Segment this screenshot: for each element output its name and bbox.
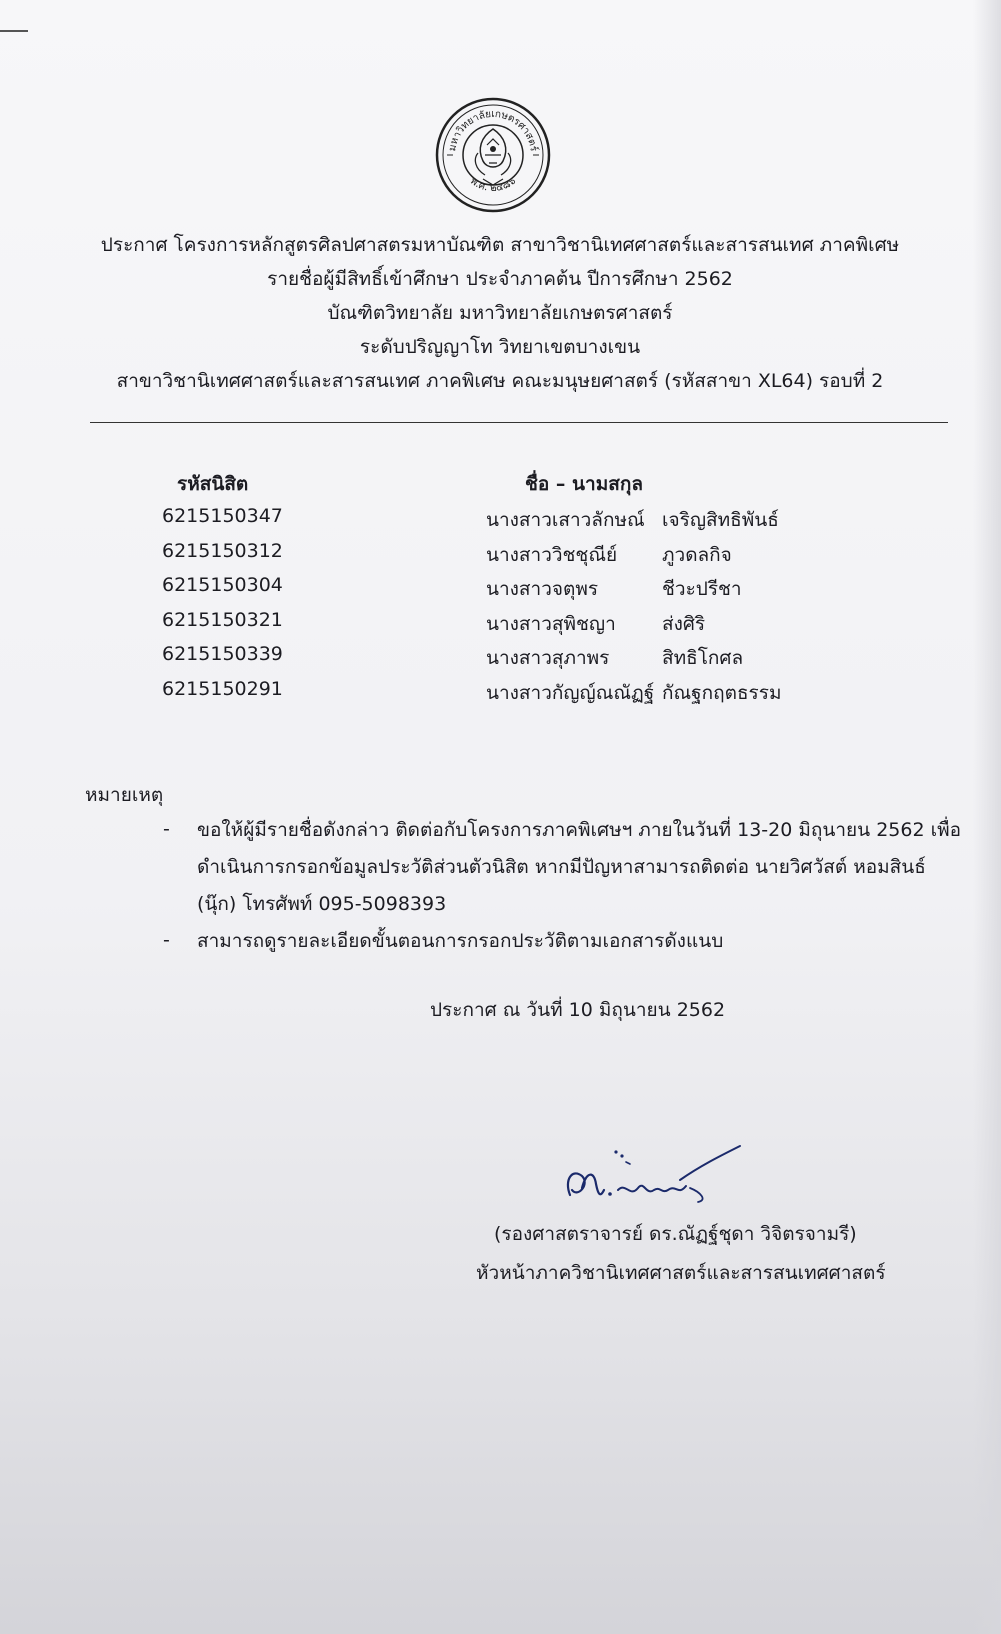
signatory-name: (รองศาสตราจารย์ ดร.ณัฏฐ์ชุดา วิจิตรจามรี) <box>494 1223 857 1245</box>
student-id: 6215150291 <box>162 678 283 700</box>
heading-line: ระดับปริญญาโท วิทยาเขตบางเขน <box>359 336 641 358</box>
announcement-heading <box>60 228 940 398</box>
remarks-label: หมายเหตุ <box>85 784 164 806</box>
student-first-name: นางสาวกัญญ์ณณัฏฐ์ <box>486 682 655 704</box>
student-first-name: นางสาววิชชุณีย์ <box>486 544 618 566</box>
remark-line: (นุ๊ก) โทรศัพท์ 095-5098393 <box>197 893 447 915</box>
student-first-name: นางสาวจตุพร <box>486 578 599 600</box>
remark-line: ขอให้ผู้มีรายชื่อดังกล่าว ติดต่อกับโครงการภาคพิเศษฯ ภายในวันที่ 13-20 มิถุนายน 2562 เพื่อ <box>197 819 962 841</box>
heading-line: ประกาศ โครงการหลักสูตรศิลปศาสตรมหาบัณฑิต สาขาวิชานิเทศศาสตร์และสารสนเทศ ภาคพิเศษ <box>100 234 900 256</box>
student-id-header: รหัสนิสิต <box>177 473 249 495</box>
signatory-position: หัวหน้าภาควิชานิเทศศาสตร์และสารสนเทศศาสตร์ <box>476 1262 886 1284</box>
remark-line: ดำเนินการกรอกข้อมูลประวัติส่วนตัวนิสิต หากมีปัญหาสามารถติดต่อ นายวิศวัสต์ หอมสินธ์ <box>197 856 926 878</box>
student-id: 6215150339 <box>162 643 283 665</box>
student-id: 6215150347 <box>162 505 283 527</box>
student-last-name: เจริญสิทธิพันธ์ <box>662 509 779 531</box>
student-last-name: ชีวะปรีชา <box>662 578 742 600</box>
student-id: 6215150321 <box>162 609 283 631</box>
divider-line <box>90 422 948 423</box>
university-seal <box>433 95 553 215</box>
remark-bullet: - <box>163 818 170 840</box>
student-first-name: นางสาวเสาวลักษณ์ <box>486 509 645 531</box>
student-last-name: กัณฐกฤตธรรม <box>662 682 782 704</box>
student-last-name: ส่งศิริ <box>662 613 706 635</box>
student-id: 6215150304 <box>162 574 283 596</box>
student-last-name: ภูวดลกิจ <box>662 544 732 566</box>
handwritten-signature <box>560 1140 760 1210</box>
student-id: 6215150312 <box>162 540 283 562</box>
student-first-name: นางสาวสุพิชญา <box>486 613 616 635</box>
svg-text:พ.ศ. ๒๔๘๖ <box>468 176 518 194</box>
name-header: ชื่อ – นามสกุล <box>525 473 643 495</box>
seal-bottom-text: พ.ศ. ๒๔๘๖ <box>467 175 519 195</box>
remark-bullet: - <box>163 929 170 951</box>
heading-line: รายชื่อผู้มีสิทธิ์เข้าศึกษา ประจำภาคต้น ปีการศึกษา 2562 <box>267 268 733 290</box>
announcement-date: ประกาศ ณ วันที่ 10 มิถุนายน 2562 <box>430 999 726 1021</box>
remark-item-2: สามารถดูรายละเอียดขั้นตอนการกรอกประวัติตามเอกสารดังแนบ <box>197 930 724 952</box>
seal-top-text: มหาวิทยาลัยเกษตรศาสตร์ <box>447 108 539 153</box>
corner-mark <box>0 30 28 32</box>
page-edge-shadow <box>973 0 1001 1634</box>
student-last-name: สิทธิโกศล <box>662 647 744 669</box>
heading-line: บัณฑิตวิทยาลัย มหาวิทยาลัยเกษตรศาสตร์ <box>327 302 673 324</box>
remark-item-1 <box>197 812 961 923</box>
heading-line: สาขาวิชานิเทศศาสตร์และสารสนเทศ ภาคพิเศษ คณะมนุษยศาสตร์ (รหัสสาขา XL64) รอบที่ 2 <box>116 370 884 392</box>
student-first-name: นางสาวสุภาพร <box>486 647 610 669</box>
